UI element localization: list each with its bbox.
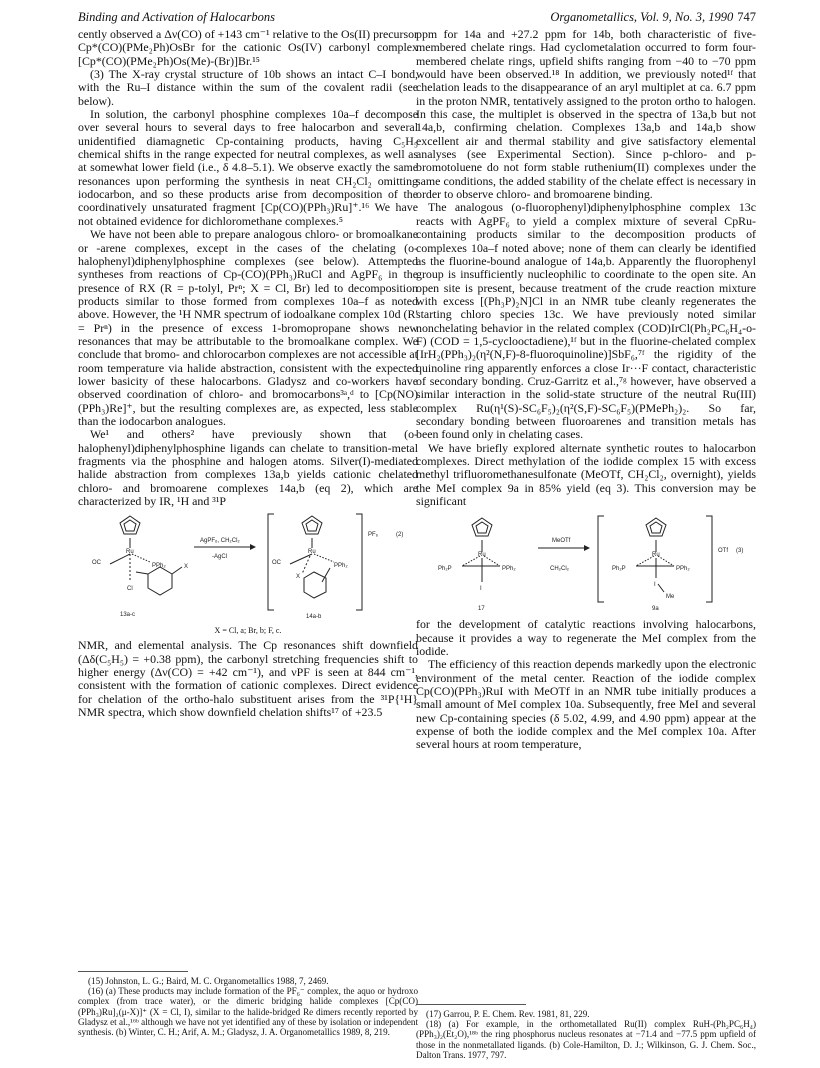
reagent-label: MeOTf xyxy=(552,538,571,545)
scheme-eq3 xyxy=(416,512,756,614)
product-structure xyxy=(290,516,334,598)
reactant-structure xyxy=(110,516,182,595)
arrow-head xyxy=(250,544,256,550)
arrow-head xyxy=(584,545,590,551)
counter-ion: OTf xyxy=(718,548,728,555)
paragraph: In solution, the carbonyl phosphine complexes 10a–f decompose over several hours to several days to free halocarbon and several unidentified diamagnetic Cp-containing products, having C₅H₅ chemical shifts in the range expected for neutral complexes, as well as at somewhat lower field (i.e., δ 4.8–5.1). We observe exactly the same resonances upon performing the synthesis in neat CH₂Cl₂ omitting iodocarbon, and so these products arise from decomposition of the coordinatively unsaturated fragment [Cp(CO)(PPh₃)Ru]⁺.¹⁶ We have not obtained evidence for dichloromethane complexes.⁵ xyxy=(78,107,418,228)
carbonyl-label: OC xyxy=(272,560,281,567)
footnote: (16) (a) These products may include formation of the PF₆⁻ complex, the aquo or hydroxo complex (from trace water), or the dimeric bridging halide complexes [Cp(CO)(PPh₃)Ru]₂(μ-X)]⁺ (X = Cl, I), similar to the halide-bridged Re dimers recently reported by Gladysz et al.,¹⁶ᵇ although we have not yet identified any of these by isolation or independent synthesis. (b) Winter, C. H.; Arif, A. M.; Gladysz, J. A. Organometallics 1989, 8, 219. xyxy=(78,986,418,1038)
paragraph: We have briefly explored alternate synthetic routes to halocarbon complexes. Direct methylation of the iodide complex 15 with excess methyl trifluoromethanesulfonate (MeOTf, CH₂Cl₂, overnight), yields the MeI complex 9a in 85% yield (eq 3). This conversion may be significant xyxy=(416,440,756,509)
compound-label-17: 17 xyxy=(478,606,485,613)
paragraph: We have not been able to prepare analogous chloro- or bromoalkane or -arene complexes, except in the cases of the chelating (o-halophenyl)diphenylphosphine complexes (see below). Attempted syntheses from reactions of Cp-(CO)(PPh₃)RuCl and AgPF₆ in the presence of RX (R = p-tolyl, Prⁿ; X = Cl, Br) led to decomposition products similar to those formed from complexes 10a–f as noted above. However, the ¹H NMR spectrum of iodoalkane complex 10d (R′ = Prⁿ) in the presence of excess 1-bromopropane shows new resonances that may be attributable to the bromoalkane complex. We conclude that bromo- and chlorocarbon complexes are not accessible at room temperature via halide abstraction, consistent with the expected lower basicity of these halocarbons. Gladysz and co-workers have observed coordination of chloro- and bromocarbons³ᵃ,ᵈ to [Cp(NO)(PPh₃)Re]⁺, but the resulting complexes are, as expected, less stable than the iodocarbon analogues. xyxy=(78,227,418,428)
compound-label-9a: 9a xyxy=(652,606,659,613)
scheme-eq3-drawing xyxy=(416,512,756,614)
compound-label-14: 14a-b xyxy=(306,614,322,621)
metal-label: Ru xyxy=(126,549,134,556)
footnote-rule xyxy=(416,1004,526,1005)
right-column xyxy=(416,28,756,752)
paragraph: The efficiency of this reaction depends markedly upon the electronic environment of the metal center. Reaction of the iodide complex Cp(CO)(PPh₃)RuI with MeOTf in an NMR tube initially produces a small amount of MeI complex 10a. Subsequently, free MeI and several new Cp-containing species (δ 5.02, 4.99, and 4.90 ppm) appear at the expense of both the iodide complex and the MeI complex 10a. After several hours at room temperature, xyxy=(416,657,756,752)
journal-citation: Organometallics, Vol. 9, No. 3, 1990 xyxy=(550,10,734,24)
counter-ion: PF₆ xyxy=(368,532,379,539)
running-head-right xyxy=(550,10,756,25)
phosphine-label: Ph₂P xyxy=(438,566,452,573)
metal-label: Ru xyxy=(652,552,660,559)
phosphine-label: Ph₂P xyxy=(612,566,626,573)
footnotes-right xyxy=(416,998,756,1060)
scheme-caption: X = Cl, a; Br, b; F, c. xyxy=(214,626,282,636)
byproduct-label: -AgCl xyxy=(212,554,228,561)
equation-number: (2) xyxy=(396,532,404,539)
footnote: (17) Garrou, P. E. Chem. Rev. 1981, 81, 229. xyxy=(426,1009,590,1019)
phosphine-label: PPh₂ xyxy=(676,566,690,573)
phosphine-label: PPh₂ xyxy=(334,563,348,570)
reactant-structure xyxy=(462,518,500,582)
scheme-eq2 xyxy=(78,512,418,635)
paragraph: NMR, and elemental analysis. The Cp resonances shift downfield (Δδ(C₅H₅) = +0.38 ppm), the carbonyl stretching frequencies shift to higher energy (Δν(CO) = +42 cm⁻¹), and νPF is seen at 844 cm⁻¹, consistent with the formation of cationic complexes. Direct evidence for chelation of the ortho-halo substituent arises from the ³¹P{¹H} NMR spectra, which show downfield chelation shifts¹⁷ of +23.5 xyxy=(78,638,418,720)
footnote: (15) Johnston, L. G.; Baird, M. C. Organometallics 1988, 7, 2469. xyxy=(88,976,329,986)
metal-label: Ru xyxy=(308,549,316,556)
paragraph: cently observed a Δν(CO) of +143 cm⁻¹ relative to the Os(II) precursor Cp*(CO)(PMe₂Ph)OsBr for the cationic Os(IV) carbonyl complex [Cp*(CO)(PMe₂Ph)Os(Me)-(Br)]Br.¹⁵ xyxy=(78,27,418,68)
metal-label: Ru xyxy=(478,552,486,559)
footnote-rule xyxy=(78,971,188,972)
scheme-eq2-drawing xyxy=(78,512,418,624)
phosphine-label: PPh₂ xyxy=(502,566,516,573)
left-column xyxy=(78,28,418,719)
page-number: 747 xyxy=(737,10,756,24)
solvent-label: CH₂Cl₂ xyxy=(550,566,569,573)
paragraph: for the development of catalytic reactions involving halocarbons, because it provides a way to regenerate the MeI complex from the iodide. xyxy=(416,617,756,659)
compound-label-13: 13a-c xyxy=(120,612,136,619)
running-head-left: Binding and Activation of Halocarbons xyxy=(78,10,275,24)
phosphine-label: PPh₂ xyxy=(152,563,166,570)
halogen-label: X xyxy=(184,564,189,571)
paragraph: (3) The X-ray crystal structure of 10b shows an intact C–I bond, with the Ru–I distance within the sum of the covalent radii (see below). xyxy=(78,67,418,108)
equation-number: (3) xyxy=(736,548,744,555)
paragraph: We¹ and others² have previously shown that (o-halophenyl)diphenylphosphine ligands can chelate to transition-metal fragments via the phosphine and halogen atoms. Silver(I)-mediated halide abstraction from complexes 13a,b yields cationic chelated chloro- and bromoarene complexes 14a,b (eq 2), which are characterized by IR, ¹H and ³¹P xyxy=(78,427,418,509)
paragraph: The analogous (o-fluorophenyl)diphenylphosphine complex 13c reacts with AgPF₆ to yield a complex mixture of several CpRu-containing products similar to the decomposition products of complexes 10a–f noted above; none of them can clearly be identified as the fluorine-bound analogue of 14a,b. Apparently the fluorophenyl group is insufficiently nucleophilic to coordinate to the open site. An open site is present, because treatment of the crude reaction mixture with excess [(Ph₃P)₂N]Cl in an NMR tube cleanly regenerates the starting chloro species 13c. We have previously noted similar nonchelating behavior in the related complex (COD)IrCl(Ph₂PC₆H₄-o-F) (COD = 1,5-cyclooctadiene),¹ᶠ but in the fluorine-chelated complex [IrH₂(PPh₃)₂(η²(N,F)-8-fluoroquinoline)]SbF₆,⁷ᶠ the rigidity of the quinoline ring apparently enforces a close Ir···F contact, characteristic of secondary bonding. Cruz-Garritz et al.,⁷ᵍ however, have observed a similar interaction in the solid-state structure of the neutral Ru(III) complex Ru(η¹(S)-SC₆F₅)₂(η²(S,F)-SC₆F₅)(PMePh₂)₂. So far, secondary bonding between fluoroarenes and transition metals has been found only in chelating cases. xyxy=(416,200,756,442)
carbonyl-label: OC xyxy=(92,560,101,567)
footnotes-left xyxy=(78,965,418,1037)
chloride-label: Cl xyxy=(127,586,133,593)
iodide-label: I xyxy=(480,586,482,593)
methyl-label: Me xyxy=(666,594,675,601)
reagent-label: AgPF₆, CH₂Cl₂ xyxy=(200,538,240,545)
product-brackets xyxy=(598,516,712,602)
product-brackets xyxy=(268,514,362,610)
footnote: (18) (a) For example, in the orthometallated Ru(II) complex RuH-(Ph₂PC₆H₄)(PPh₃)₂(Et₂O),¹⁸ᵇ the ring phosphorus nucleus resonates at −71.4 and −77.5 ppm upfield of those in the nonmetallated ligands. (b) Cole-Hamilton, D. J.; Wilkinson, G. J. Chem. Soc., Dalton Trans. 1977, 797. xyxy=(416,1019,756,1060)
paragraph: ppm for 14a and +27.2 ppm for 14b, both characteristic of five-membered chelate rings. Had cyclometalation occurred to form four-membered chelate rings, upfield shifts ranging from −40 to −70 ppm would have been observed.¹⁸ In addition, we previously noted¹ᶠ that chelation leads to the disappearance of an aryl multiplet at ca. 6.7 ppm in the proton NMR, tentatively assigned to the proton ortho to halogen. In this case, the multiplet is observed in the spectra of 13a,b but not 14a,b, confirming chelation. Complexes 13a,b and 14a,b show excellent air and thermal stability and give satisfactory elemental analyses (see Experimental Section). Since p-chloro- and p-bromotoluene do not form stable ruthenium(II) complexes under the same conditions, the added stability of the chelate effect is necessary in order to observe chloro- and bromoarene binding. xyxy=(416,27,756,202)
iodide-label: I xyxy=(654,582,656,589)
halogen-label: X xyxy=(296,574,301,581)
